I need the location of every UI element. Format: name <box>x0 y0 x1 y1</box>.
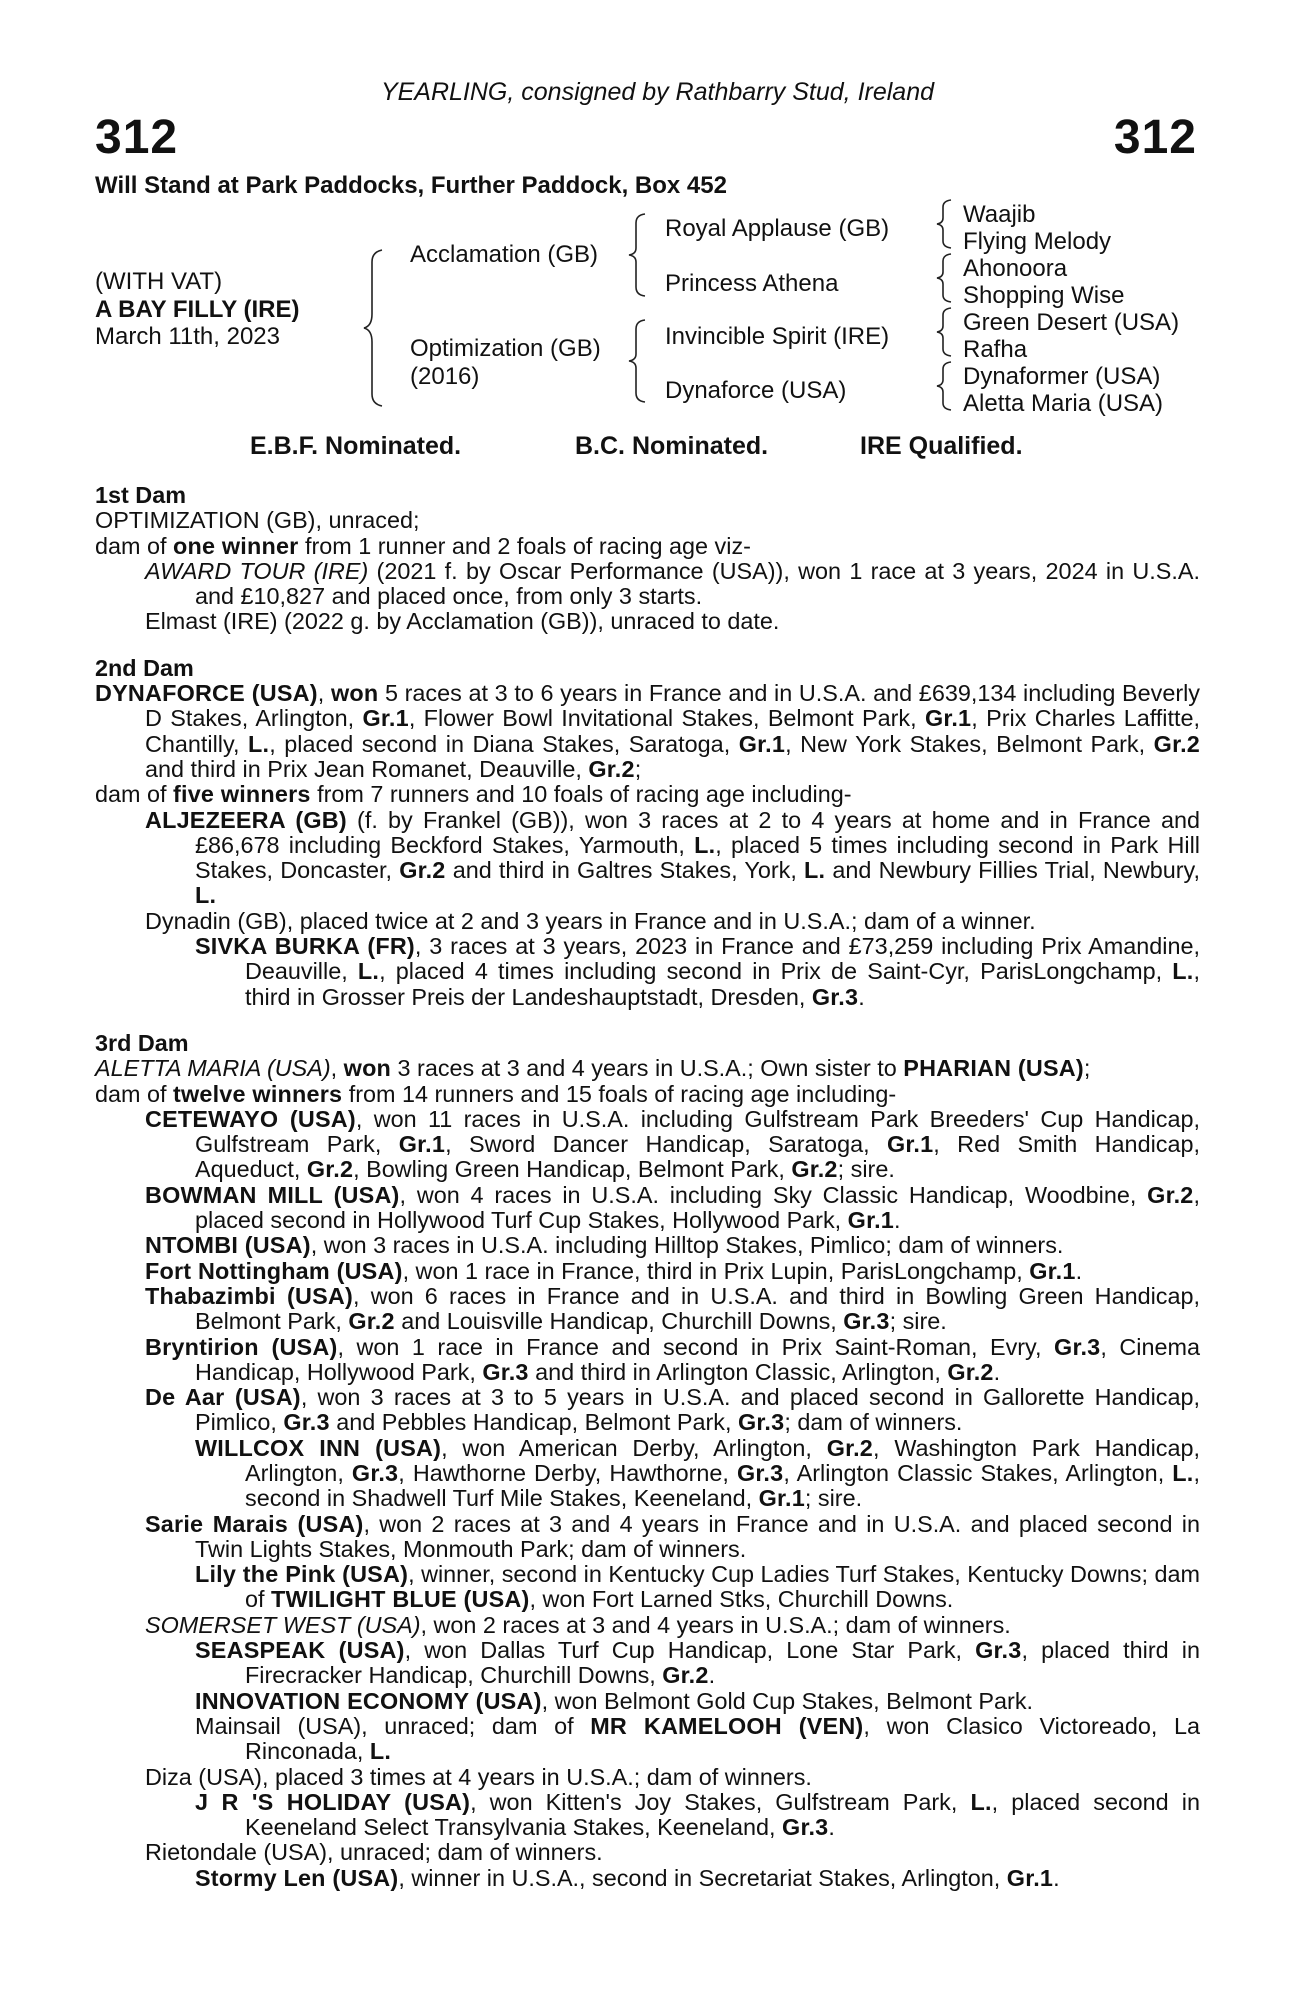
lot-number-left: 312 <box>95 111 179 164</box>
pedigree-dam: Optimization (GB) <box>410 335 601 362</box>
d3-child-ntombi: NTOMBI (USA), won 3 races in U.S.A. including Hilltop Stakes, Pimlico; dam of winners. <box>145 1232 1064 1259</box>
d3-child-somerset-west: SOMERSET WEST (USA), won 2 races at 3 and 4 years in U.S.A.; dam of winners. <box>145 1611 1011 1638</box>
d3-grandchild-jr-holiday: J R 'S HOLIDAY (USA), won Kitten's Joy Stakes, Gulfstream Park, L., placed second in Keeneland Select Transylvania Stakes, Keeneland, Gr.3. <box>195 1788 1200 1841</box>
pedigree-g3-7: Dynaformer (USA) <box>963 363 1161 390</box>
d3-child-de-aar: De Aar (USA), won 3 races at 3 to 5 years in U.S.A. and placed second in Gallorette Handicap, Pimlico, Gr.3 and Pebbles Handicap, Belmont Park, Gr.3; dam of winners. <box>145 1384 1200 1436</box>
catalogue-body <box>95 483 1200 1891</box>
consignment-line: YEARLING, consigned by Rathbarry Stud, Ireland <box>380 78 935 106</box>
d3-grandchild-innovation-economy: INNOVATION ECONOMY (USA), won Belmont Gold Cup Stakes, Belmont Park. <box>195 1687 1034 1714</box>
nomination-ebf: E.B.F. Nominated. <box>250 432 462 460</box>
d2-grandchild-sivka-burka: SIVKA BURKA (FR), 3 races at 3 years, 2023 in France and £73,259 including Prix Amandine, Deauville, L., placed 4 times including second in Prix de Saint-Cyr, ParisLongchamp, L., third in Grosser Preis der Landeshauptstadt, Dresden, Gr.3. <box>195 933 1200 1010</box>
pedigree-brace-main <box>360 248 390 408</box>
d3-grandchild-lily-the-pink: Lily the Pink (USA), winner, second in Kentucky Cup Ladies Turf Stakes, Kentucky Downs; dam of TWILIGHT BLUE (USA), won Fort Larned Stks, Churchill Downs. <box>195 1561 1200 1613</box>
d3-child-diza: Diza (USA), placed 3 times at 4 years in U.S.A.; dam of winners. <box>145 1763 812 1790</box>
d1-child-elmast: Elmast (IRE) (2022 g. by Acclamation (GB)), unraced to date. <box>145 608 780 635</box>
d3-grandchild-seaspeak: SEASPEAK (USA), won Dallas Turf Cup Handicap, Lone Star Park, Gr.3, placed third in Firecracker Handicap, Churchill Downs, Gr.2. <box>195 1637 1200 1689</box>
lot-number-right: 312 <box>1113 111 1197 164</box>
pedigree-brace-g1 <box>933 198 955 250</box>
pedigree-sire-sire: Royal Applause (GB) <box>665 215 890 242</box>
pedigree-g3-2: Flying Melody <box>963 228 1112 255</box>
pedigree-g3-5: Green Desert (USA) <box>963 309 1180 336</box>
d3-child-thabazimbi: Thabazimbi (USA), won 6 races in France and in U.S.A. and third in Bowling Green Handicap, Belmont Park, Gr.2 and Louisville Handicap, Churchill Downs, Gr.3; sire. <box>145 1282 1201 1335</box>
nomination-ire: IRE Qualified. <box>860 432 1023 460</box>
pedigree-dam-sire: Invincible Spirit (IRE) <box>665 323 890 350</box>
d2-child-dynadin: Dynadin (GB), placed twice at 2 and 3 years in France and in U.S.A.; dam of a winner. <box>145 907 1036 934</box>
d1-line-1: OPTIMIZATION (GB), unraced; <box>95 507 420 534</box>
section-second-dam: 2nd Dam <box>95 654 194 681</box>
d3-child-rietondale: Rietondale (USA), unraced; dam of winners. <box>145 1839 603 1866</box>
section-first-dam: 1st Dam <box>95 482 187 508</box>
pedigree-dam-year: (2016) <box>410 363 480 390</box>
d2-dynaforce: DYNAFORCE (USA), won 5 races at 3 to 6 years in France and in U.S.A. and £639,134 including Beverly D Stakes, Arlington, Gr.1, Flower Bowl Invitational Stakes, Belmont Park, Gr.1, Prix Charles Laffitte, Chantilly, L., placed second in Diana Stakes, Saratoga, Gr.1, New York Stakes, Belmont Park, Gr.2 and third in Prix Jean Romanet, Deauville, Gr.2; <box>95 680 1201 782</box>
pedigree-brace-g4 <box>933 360 955 412</box>
d3-grandchild-stormy-len: Stormy Len (USA), winner in U.S.A., second in Secretariat Stakes, Arlington, Gr.1. <box>195 1864 1060 1891</box>
d3-child-sarie-marais: Sarie Marais (USA), won 2 races at 3 and 4 years in France and in U.S.A. and placed second in Twin Lights Stakes, Monmouth Park; dam of winners. <box>145 1510 1200 1562</box>
pedigree-sire: Acclamation (GB) <box>410 241 599 268</box>
vat-note: (WITH VAT) <box>95 268 223 295</box>
pedigree-g3-3: Ahonoora <box>963 255 1068 282</box>
horse-dob: March 11th, 2023 <box>95 323 281 350</box>
d3-aletta-maria: ALETTA MARIA (USA), won 3 races at 3 and 4 years in U.S.A.; Own sister to PHARIAN (USA); <box>95 1055 1091 1082</box>
section-third-dam: 3rd Dam <box>95 1029 189 1056</box>
d1-line-2: dam of one winner from 1 runner and 2 foals of racing age viz- <box>95 532 751 559</box>
pedigree-g3-4: Shopping Wise <box>963 282 1125 309</box>
nomination-bc: B.C. Nominated. <box>575 432 769 460</box>
d2-dam-of: dam of five winners from 7 runners and 10 foals of racing age including- <box>95 781 852 808</box>
d1-child-award-tour: AWARD TOUR (IRE) (2021 f. by Oscar Performance (USA)), won 1 race at 3 years, 2024 in U.S.A. and £10,827 and placed once, from only 3 starts. <box>145 557 1200 610</box>
d3-child-bowman-mill: BOWMAN MILL (USA), won 4 races in U.S.A. including Sky Classic Handicap, Woodbine, Gr.2, placed second in Hollywood Turf Cup Stakes, Hollywood Park, Gr.1. <box>145 1181 1200 1234</box>
pedigree-brace-g2 <box>933 252 955 304</box>
pedigree-sire-dam: Princess Athena <box>665 270 839 297</box>
d3-grandchild-willcox-inn: WILLCOX INN (USA), won American Derby, Arlington, Gr.2, Washington Park Handicap, Arlington, Gr.3, Hawthorne Derby, Hawthorne, Gr.3, Arlington Classic Stakes, Arlington, L., second in Shadwell Turf Mile Stakes, Keeneland, Gr.1; sire. <box>195 1434 1200 1512</box>
d3-child-bryntirion: Bryntirion (USA), won 1 race in France and second in Prix Saint-Roman, Evry, Gr.3, Cinema Handicap, Hollywood Park, Gr.3 and third in Arlington Classic, Arlington, Gr.2. <box>145 1333 1200 1385</box>
d3-dam-of: dam of twelve winners from 14 runners and 15 foals of racing age including- <box>95 1080 897 1107</box>
pedigree-g3-6: Rafha <box>963 336 1028 363</box>
horse-name: A BAY FILLY (IRE) <box>95 296 300 323</box>
pedigree-dam-dam: Dynaforce (USA) <box>665 377 847 404</box>
stabling-location: Will Stand at Park Paddocks, Further Paddock, Box 452 <box>95 172 727 199</box>
pedigree-g3-8: Aletta Maria (USA) <box>963 390 1164 417</box>
pedigree-brace-g3 <box>933 306 955 358</box>
d3-grandchild-mainsail: Mainsail (USA), unraced; dam of MR KAMELOOH (VEN), won Clasico Victoreado, La Rinconada, L. <box>195 1712 1201 1765</box>
d3-child-fort-nottingham: Fort Nottingham (USA), won 1 race in France, third in Prix Lupin, ParisLongchamp, Gr.1. <box>145 1257 1083 1284</box>
pedigree-brace-dam <box>625 318 651 404</box>
pedigree-g3-1: Waajib <box>963 201 1036 228</box>
d3-child-cetewayo: CETEWAYO (USA), won 11 races in U.S.A. including Gulfstream Park Breeders' Cup Handicap, Gulfstream Park, Gr.1, Sword Dancer Handicap, Saratoga, Gr.1, Red Smith Handicap, Aqueduct, Gr.2, Bowling Green Handicap, Belmont Park, Gr.2; sire. <box>145 1105 1200 1183</box>
pedigree-brace-sire <box>625 212 651 298</box>
d2-child-aljezeera: ALJEZEERA (GB) (f. by Frankel (GB)), won 3 races at 2 to 4 years at home and in France and £86,678 including Beckford Stakes, Yarmouth, L., placed 5 times including second in Park Hill Stakes, Doncaster, Gr.2 and third in Galtres Stakes, York, L. and Newbury Fillies Trial, Newbury, L. <box>145 806 1200 909</box>
